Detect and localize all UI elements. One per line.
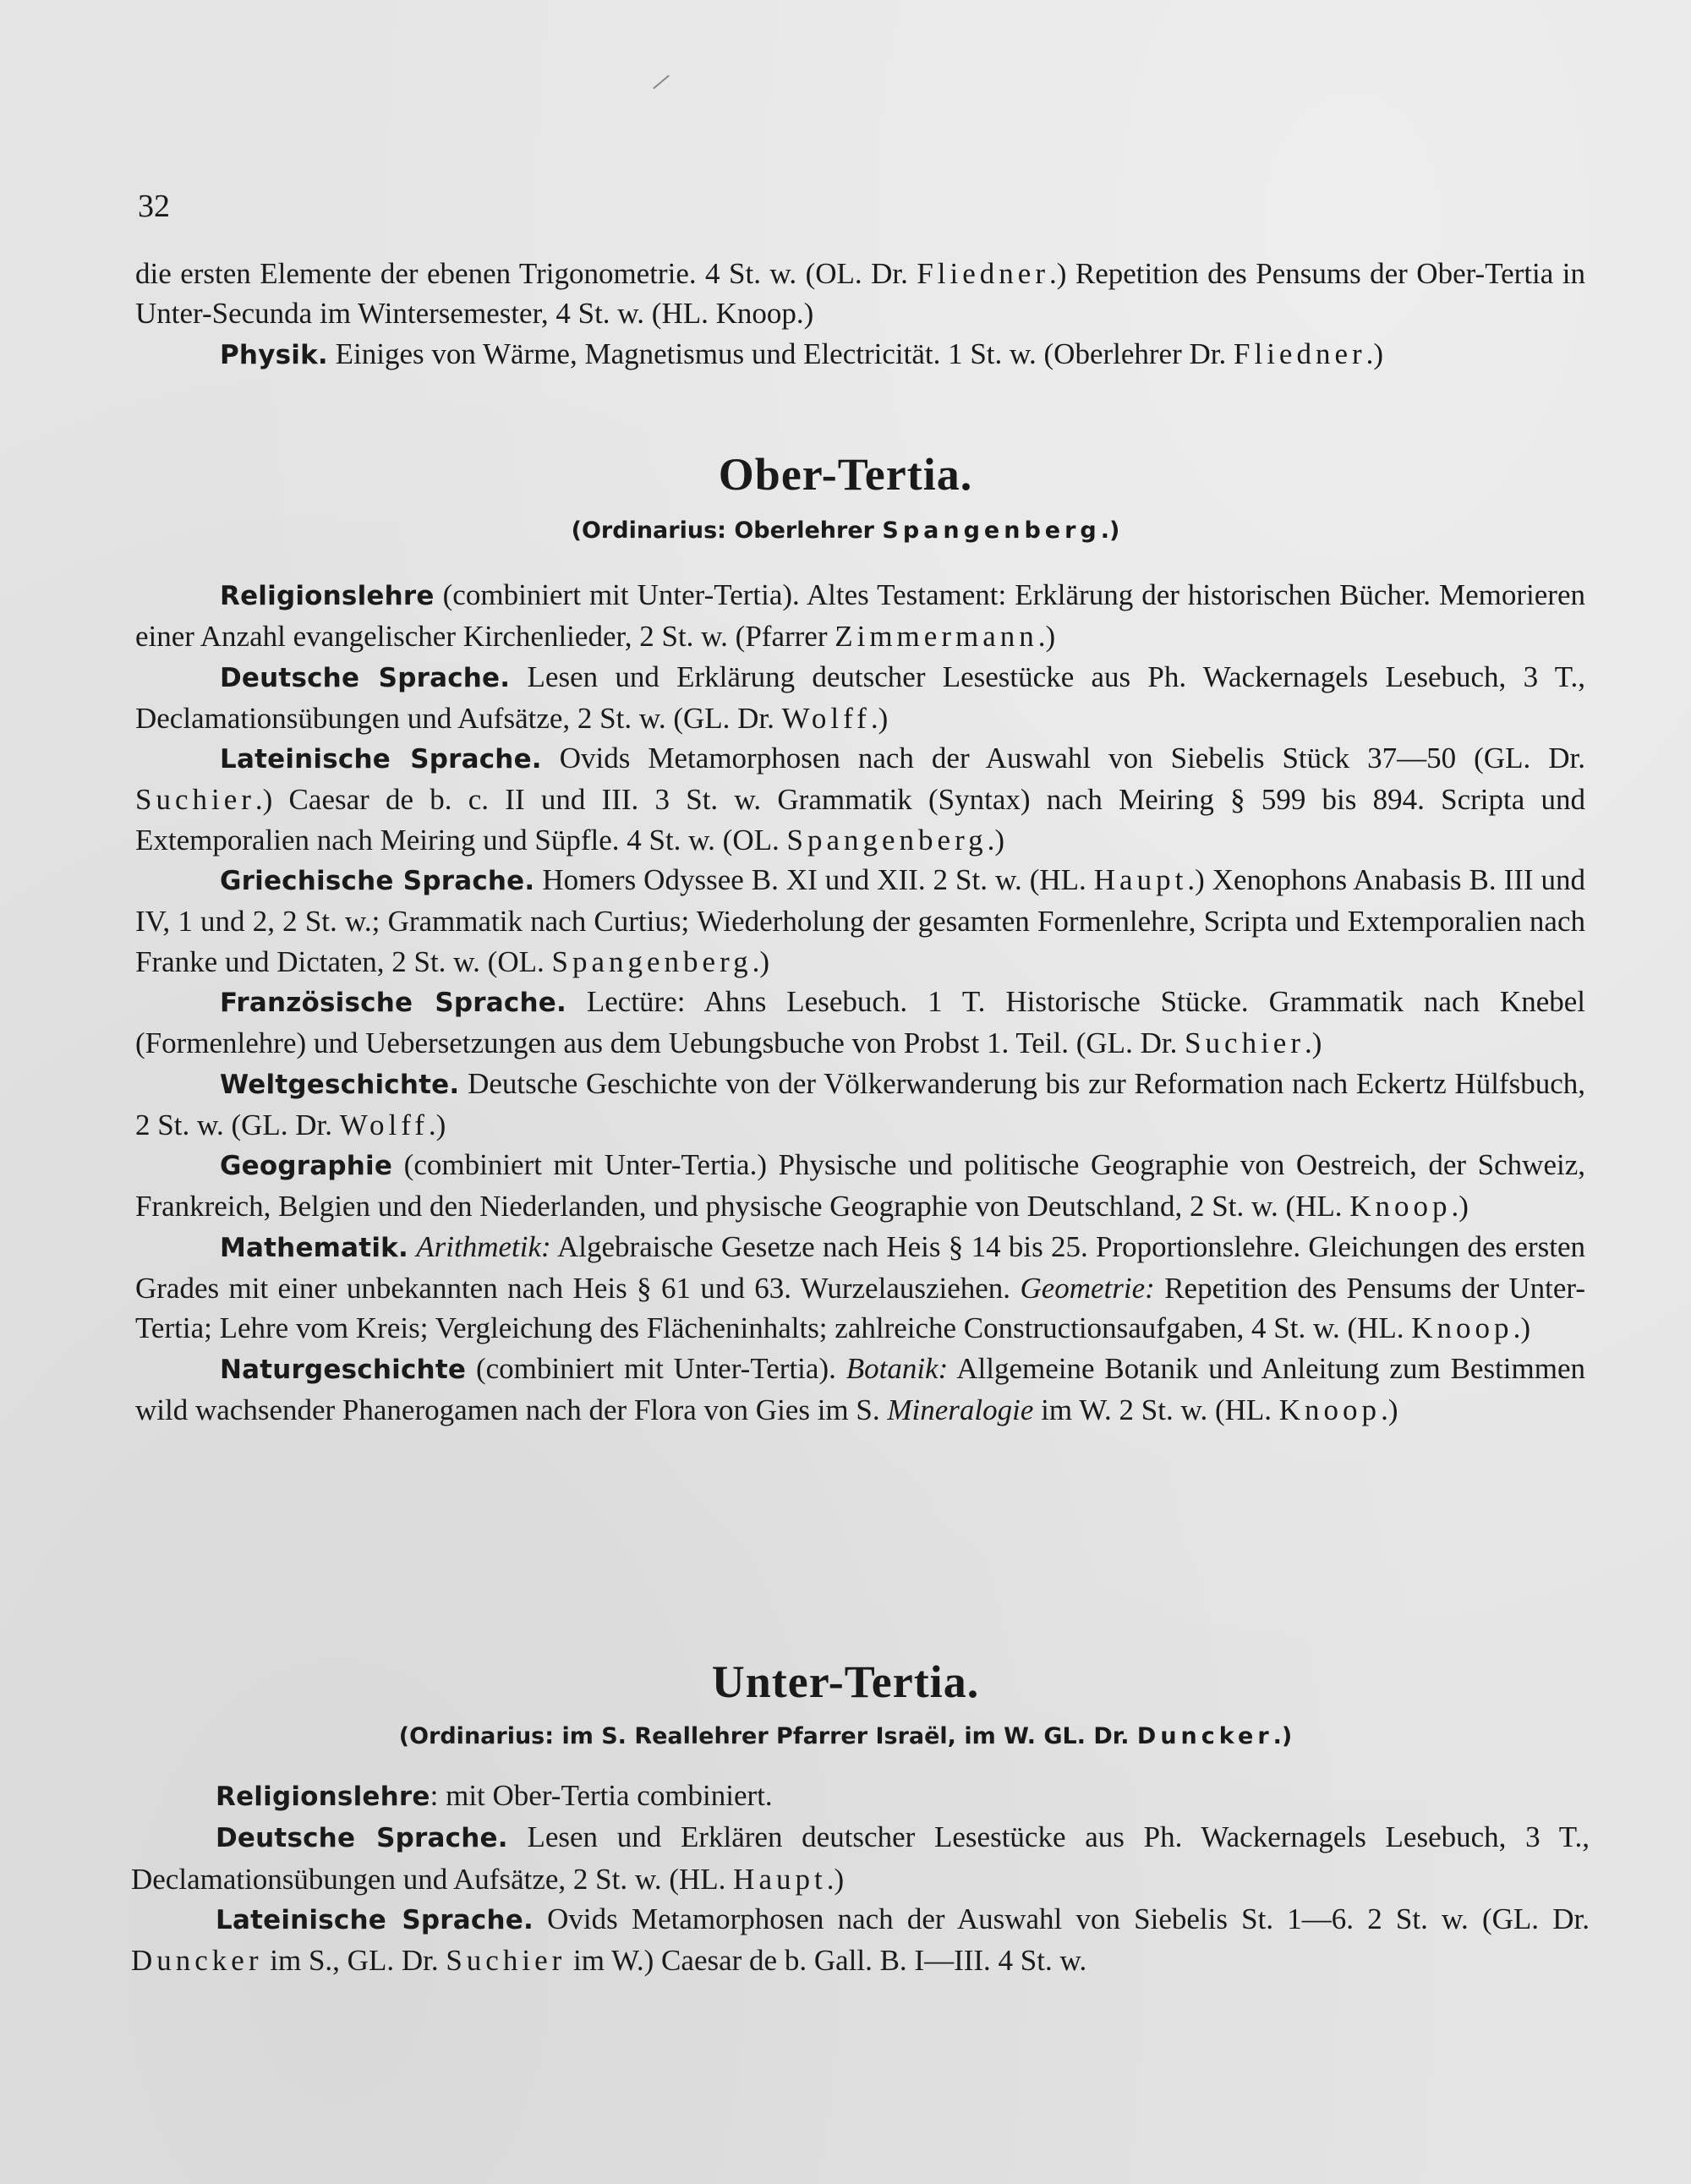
physik-paragraph: Physik. Einiges von Wärme, Magnetismus und Electricität. 1 St. w. (Oberlehrer Dr. Fliedner.) (220, 337, 1384, 370)
unter-tertia-body (131, 1776, 1590, 1980)
subject-label: Mathematik. (220, 1232, 408, 1263)
ordinarius-unter-tertia: (Ordinarius: im S. Reallehrer Pfarrer Israël, im W. GL. Dr. Duncker.) (398, 1723, 1293, 1749)
naturgeschichte-paragraph: Naturgeschichte (combiniert mit Unter-Tertia). Botanik: Allgemeine Botanik und Anleitung zum Bestimmen wild wachsender Phanerogamen nach der Flora von Gies im S. Mineralogie im W. 2 St. w. (HL. Knoop.) (135, 1351, 1585, 1426)
subject-label: Französische Sprache. (220, 987, 566, 1018)
section-heading-unter-tertia: Unter-Tertia. (711, 1656, 980, 1707)
top-section (135, 254, 1585, 375)
subject-label: Geographie (220, 1151, 393, 1182)
mathematik-paragraph: Mathematik. Arithmetik: Algebraische Gesetze nach Heis § 14 bis 25. Proportionslehre. Gleichungen des ersten Grades mit einer unbekannten nach Heis § 61 und 63. Wurzelausziehen. Geometrie: Repetition des Pensums der Unter-Tertia; Lehre vom Kreis; Vergleichung des Flächeninhalts; zahlreiche Constructionsaufgaben, 4 St. w. (HL. Knoop.) (135, 1229, 1586, 1345)
weltgeschichte-paragraph: Weltgeschichte. Deutsche Geschichte von der Völkerwanderung bis zur Reformation nach Eckertz Hülfsbuch, 2 St. w. (GL. Dr. Wolff.) (135, 1066, 1585, 1141)
subject-label: Religionslehre (216, 1782, 430, 1812)
subject-label: Naturgeschichte (220, 1354, 467, 1385)
page-number: 32 (138, 189, 170, 224)
subject-label: Physik. (220, 339, 328, 370)
deutsch-paragraph: Deutsche Sprache. Lesen und Erklärung deutscher Lesestücke aus Ph. Wackernagels Lesebuch, 3 T., Declamationsübungen und Aufsätze, 2 St. w. (GL. Dr. Wolff.) (135, 660, 1585, 735)
ordinarius-ober-tertia: (Ordinarius: Oberlehrer Spangenberg.) (571, 517, 1120, 544)
subject-label: Religionslehre (220, 581, 435, 611)
subject-label: Weltgeschichte. (220, 1069, 460, 1100)
griechisch-paragraph: Griechische Sprache. Homers Odyssee B. XI und XII. 2 St. w. (HL. Haupt.) Xenophons Anabasis B. III und IV, 1 und 2, 2 St. w.; Grammatik nach Curtius; Wiederholung der gesamten Formenlehre, Scripta und Extemporalien nach Franke und Dictaten, 2 St. w. (OL. Spangenberg.) (135, 863, 1586, 978)
pencil-mark (653, 75, 670, 90)
subject-label: Lateinische Sprache. (220, 744, 542, 775)
latein-paragraph: Lateinische Sprache. Ovids Metamorphosen nach der Auswahl von Siebelis St. 1—6. 2 St. w. (GL. Dr. Duncker im S., GL. Dr. Suchier im W.) Caesar de b. Gall. B. I—III. 4 St. w. (131, 1902, 1590, 1978)
math-continuation-paragraph: die ersten Elemente der ebenen Trigonometrie. 4 St. w. (OL. Dr. Fliedner.) Repetition des Pensums der Ober-Tertia in Unter-Secunda im Wintersemester, 4 St. w. (HL. Knoop.) (135, 257, 1585, 331)
section-heading-ober-tertia: Ober-Tertia. (718, 449, 973, 500)
subject-label: Deutsche Sprache. (220, 662, 511, 693)
ober-tertia-body (135, 575, 1585, 1430)
franzoesisch-paragraph: Französische Sprache. Lectüre: Ahns Lesebuch. 1 T. Historische Stücke. Grammatik nach Knebel (Formenlehre) und Uebersetzungen aus dem Uebungsbuche von Probst 1. Teil. (GL. Dr. Suchier.) (135, 984, 1585, 1060)
religion-paragraph: Religionslehre: mit Ober-Tertia combiniert. (216, 1779, 773, 1812)
geographie-paragraph: Geographie (combiniert mit Unter-Tertia.) Physische und politische Geographie von Oestreich, der Schweiz, Frankreich, Belgien und den Niederlanden, und physische Geographie von Deutschland, 2 St. w. (HL. Knoop.) (135, 1148, 1585, 1223)
subject-label: Deutsche Sprache. (216, 1823, 508, 1854)
subject-label: Griechische Sprache. (220, 866, 535, 897)
latein-paragraph: Lateinische Sprache. Ovids Metamorphosen nach der Auswahl von Siebelis Stück 37—50 (GL. Dr. Suchier.) Caesar de b. c. II und III. 3 St. w. Grammatik (Syntax) nach Meiring § 599 bis 894. Scripta und Extemporalien nach Meiring und Süpfle. 4 St. w. (OL. Spangenberg.) (135, 742, 1585, 857)
deutsch-paragraph: Deutsche Sprache. Lesen und Erklären deutscher Lesestücke aus Ph. Wackernagels Lesebuch, 3 T., Declamationsübungen und Aufsätze, 2 St. w. (HL. Haupt.) (131, 1820, 1590, 1896)
religion-paragraph: Religionslehre (combiniert mit Unter-Tertia). Altes Testament: Erklärung der historischen Bücher. Memorieren einer Anzahl evangelischer Kirchenlieder, 2 St. w. (Pfarrer Zimmermann.) (135, 578, 1585, 654)
subject-label: Lateinische Sprache. (216, 1904, 534, 1935)
